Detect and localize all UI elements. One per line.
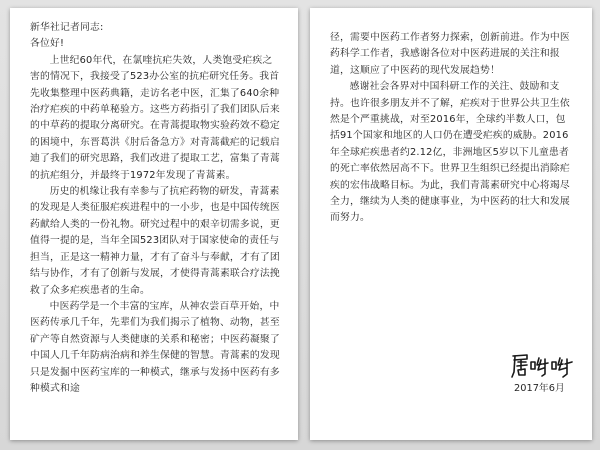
letter-paragraph-1: 上世纪60年代，在氯喹抗疟失效，人类饱受疟疾之害的情况下，我接受了523办公室的抗疟研究任务。我首先收集整理中医药典籍，走访名老中医，汇集了640余种治疗疟疾的中药单秘验方。这些方药指引了我们团队后来的中草药的提取分离研究。在青蒿提取物实验药效不稳定的困境中，东晋葛洪《肘后备急方》对青蒿截疟的记载启迪了我们的研究思路，我们改进了提取工艺，富集了青蒿的抗疟组分，并最终于1972年发现了青蒿素。: [30, 54, 280, 181]
letter-greeting: 各位好!: [30, 38, 65, 50]
letter-paragraph-3: 中医药学是一个丰富的宝库，从神农尝百草开始，中医药传承几千年，先辈们为我们揭示了植物、动物，甚至矿产等自然资源与人类健康的关系和秘密；中医药凝聚了中国人几千年防病治病和养生保健的智慧。青蒿素的发现只是发掘中医药宝库的一种模式，继承与发扬中医药有多种模式和途: [30, 300, 280, 394]
handwritten-signature: [510, 350, 574, 380]
letter-salutation: 新华社记者同志:: [30, 22, 104, 33]
letter-body-right: [330, 30, 574, 227]
letter-paragraph-4: 感谢社会各界对中国科研工作的关注、鼓励和支持。也许很多朋友并不了解，疟疾对于世界公共卫生依然是个严重挑战，对至2016年，全球约半数人口，包括91个国家和地区的人口仍在遭受疟疾的威胁。2016年全球疟疾患者约2.12亿，非洲地区5岁以下儿童患者的死亡率依然居高不下。世界卫生组织已经提出消除疟疾的宏伟战略目标。为此，我们青蒿素研究中心将竭尽全力，继续为人类的健康事业，为中医药的壮大和发展而努力。: [330, 81, 570, 224]
letter-date: 2017年6月: [514, 383, 565, 394]
letter-page-left: [10, 8, 298, 440]
letter-page-right: [310, 8, 592, 440]
letter-body-left: [30, 20, 282, 397]
letter-paragraph-3-continued: 径，需要中医药工作者努力探索，创新前进。作为中医药科学工作者，我感谢各位对中医药进展的关注和报道，这顺应了中医药的现代发展趋势！: [330, 32, 570, 76]
letter-paragraph-2: 历史的机缘让我有幸参与了抗疟药物的研发，青蒿素的发现是人类征服疟疾进程中的一小步，也是中国传统医药献给人类的一份礼物。研究过程中的艰辛切需多说，更值得一提的是，当年全国523团队对于国家使命的责任与担当，正是这一精神力量，才有了奋斗与奉献，才有了团结与协作，才有了创新与发展，才使得青蒿素联合疗法挽救了众多疟疾患者的生命。: [30, 186, 280, 296]
